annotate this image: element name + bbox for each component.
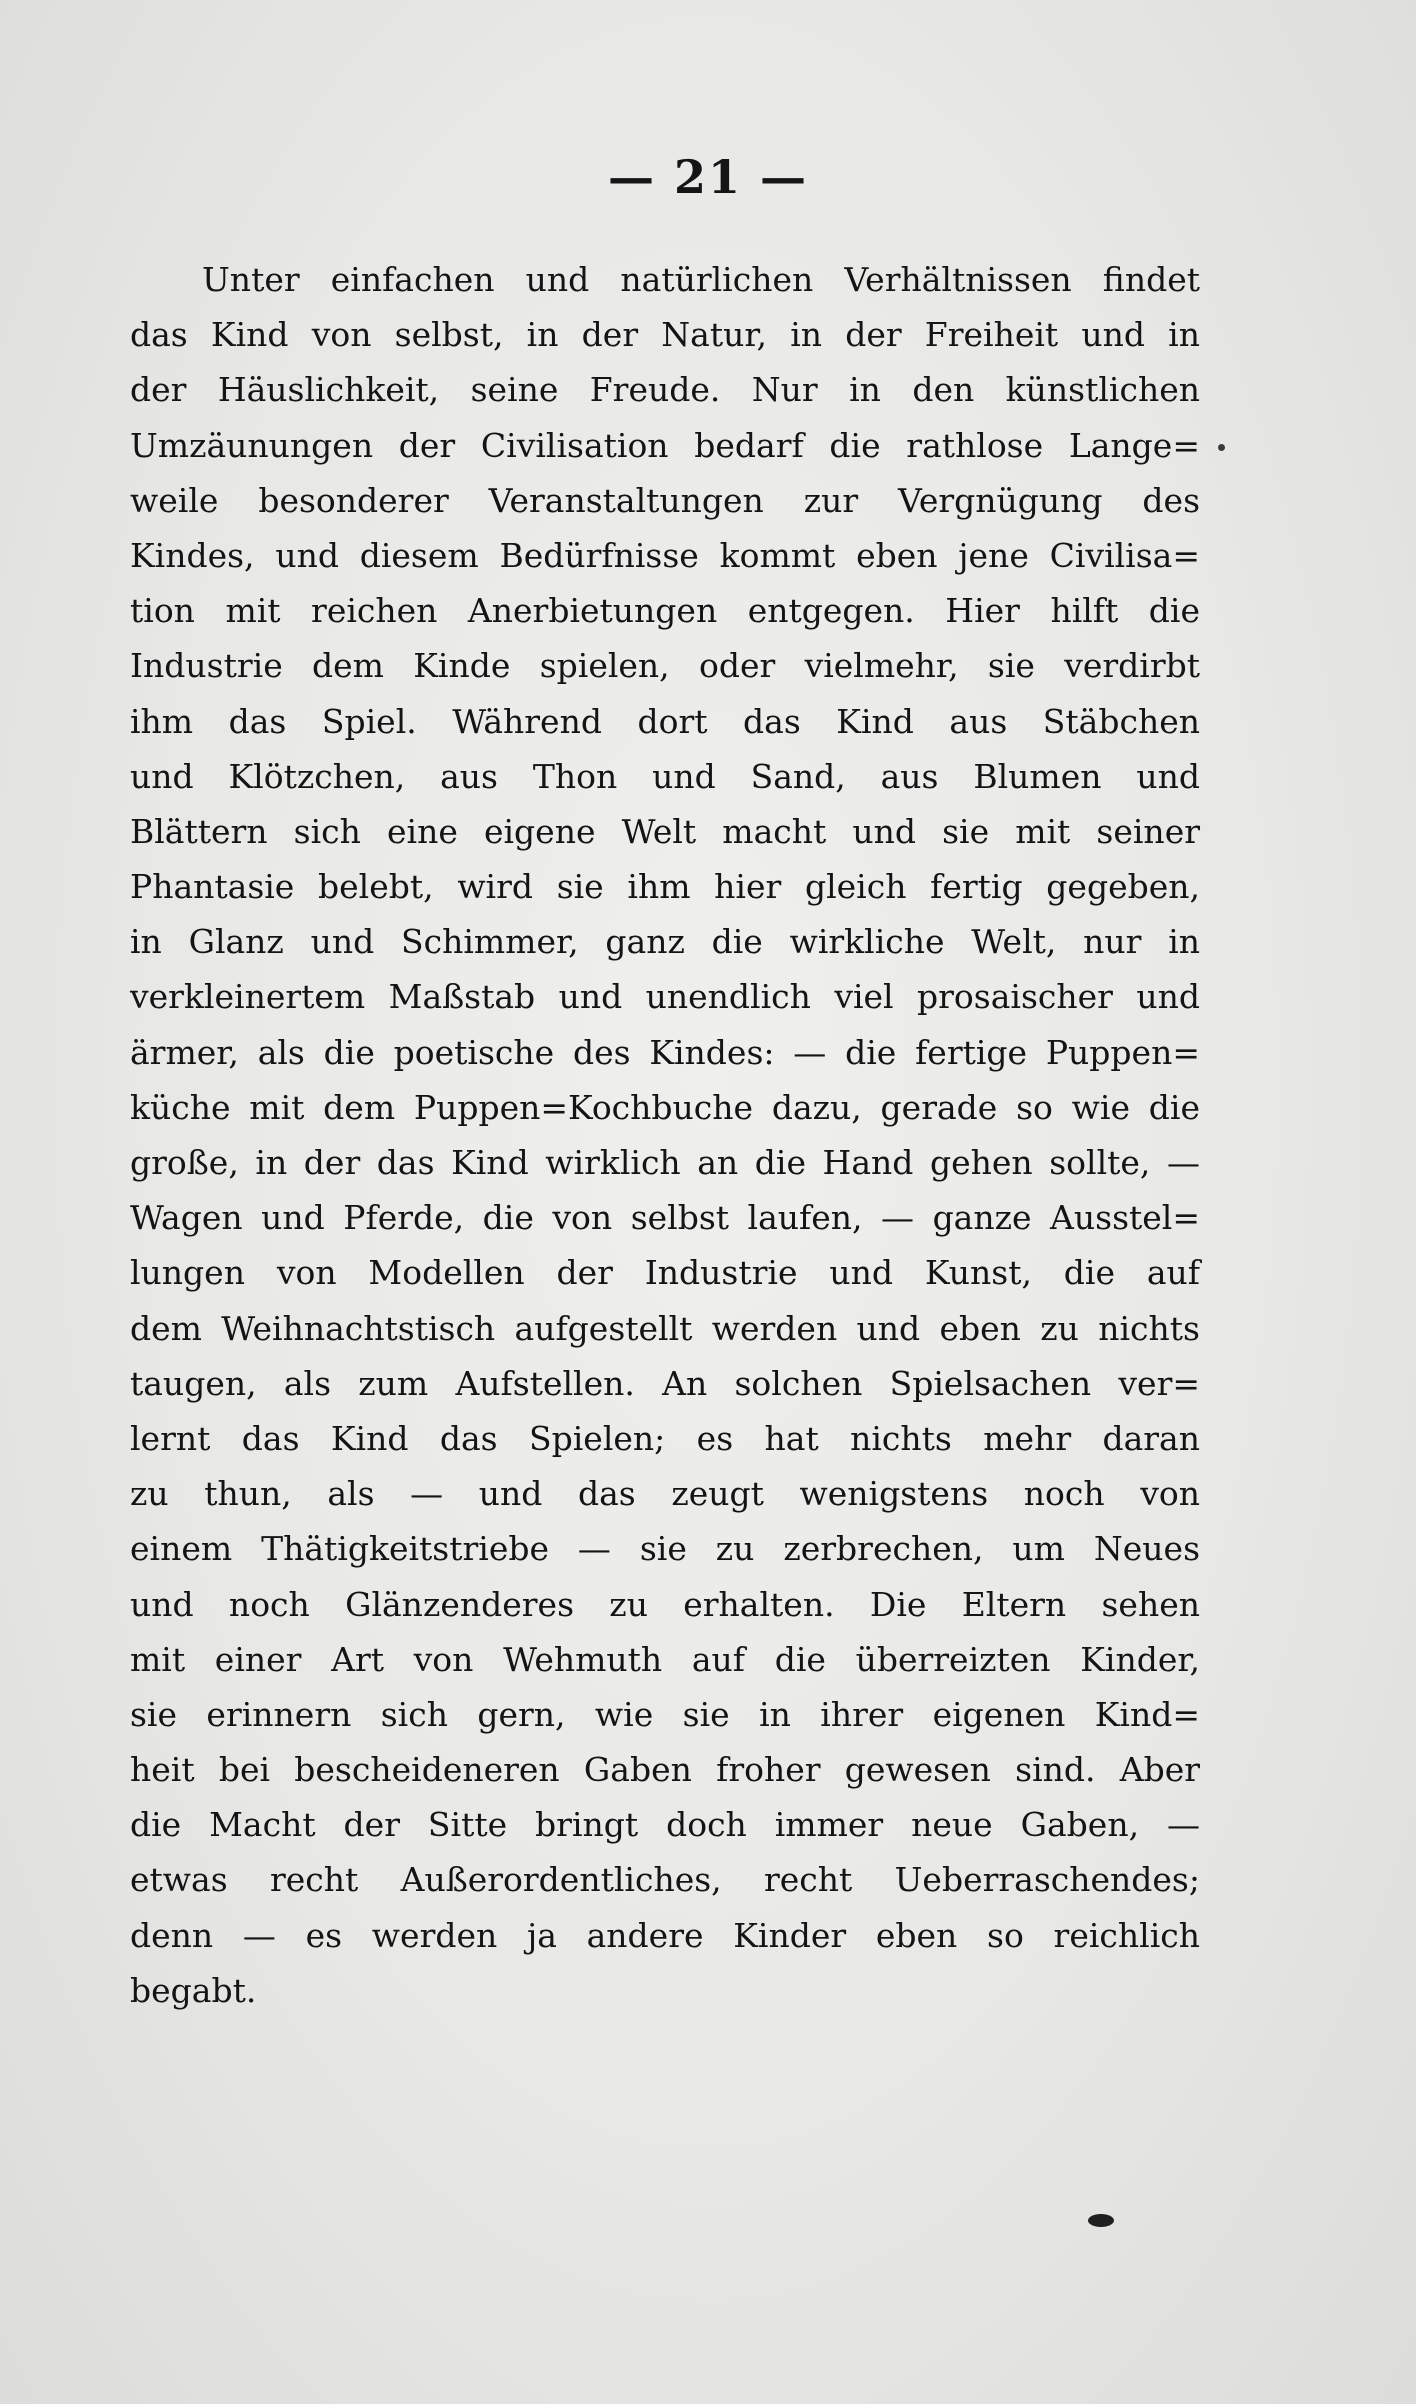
text-line: das Kind von selbst, in der Natur, in der Freiheit und in: [130, 315, 1200, 355]
text-line: zu thun, als — und das zeugt wenigstens noch von: [130, 1474, 1200, 1514]
text-line: ärmer, als die poetische des Kindes: — die fertige Puppen=: [130, 1032, 1200, 1072]
text-line: etwas recht Außerordentliches, recht Ueberraschendes;: [130, 1860, 1200, 1900]
text-line: der Häuslichkeit, seine Freude. Nur in den künstlichen: [130, 370, 1200, 410]
text-line: taugen, als zum Aufstellen. An solchen Spielsachen ver=: [130, 1363, 1200, 1403]
body-text: [130, 252, 1200, 2018]
text-line: und Klötzchen, aus Thon und Sand, aus Blumen und: [130, 756, 1200, 796]
text-line: lernt das Kind das Spielen; es hat nichts mehr daran: [130, 1418, 1200, 1458]
text-line: Unter einfachen und natürlichen Verhältnissen findet: [202, 260, 1200, 299]
text-line: ihm das Spiel. Während dort das Kind aus Stäbchen: [130, 701, 1200, 741]
ink-speck: [1218, 444, 1225, 451]
text-line: Kindes, und diesem Bedürfnisse kommt eben jene Civilisa=: [130, 535, 1200, 575]
text-line: Wagen und Pferde, die von selbst laufen, — ganze Ausstel=: [130, 1198, 1200, 1238]
text-line: Umzäunungen der Civilisation bedarf die rathlose Lange=: [130, 425, 1200, 465]
text-line: Phantasie belebt, wird sie ihm hier gleich fertig gegeben,: [130, 867, 1200, 907]
text-line: einem Thätigkeitstriebe — sie zu zerbrechen, um Neues: [130, 1529, 1200, 1569]
text-line: tion mit reichen Anerbietungen entgegen. Hier hilft die: [130, 591, 1200, 631]
text-line: begabt.: [130, 1970, 257, 2010]
text-line: lungen von Modellen der Industrie und Kunst, die auf: [130, 1253, 1200, 1293]
text-line: Industrie dem Kinde spielen, oder vielmehr, sie verdirbt: [130, 646, 1200, 686]
text-line: große, in der das Kind wirklich an die Hand gehen sollte, —: [130, 1143, 1200, 1182]
text-line: verkleinertem Maßstab und unendlich viel prosaischer und: [130, 977, 1200, 1017]
text-line: und noch Glänzenderes zu erhalten. Die Eltern sehen: [130, 1584, 1200, 1624]
text-line: dem Weihnachtstisch aufgestellt werden und eben zu nichts: [130, 1308, 1200, 1348]
text-line: Blättern sich eine eigene Welt macht und sie mit seiner: [130, 811, 1200, 851]
text-line: heit bei bescheideneren Gaben froher gewesen sind. Aber: [130, 1750, 1200, 1790]
text-line: sie erinnern sich gern, wie sie in ihrer eigenen Kind=: [130, 1694, 1200, 1734]
text-line: küche mit dem Puppen=Kochbuche dazu, gerade so wie die: [130, 1087, 1200, 1127]
text-line: denn — es werden ja andere Kinder eben so reichlich: [130, 1915, 1200, 1955]
page-number: — 21 —: [607, 150, 809, 204]
text-line: weile besonderer Veranstaltungen zur Vergnügung des: [130, 480, 1200, 520]
ink-speck: [1088, 2214, 1114, 2227]
text-line: mit einer Art von Wehmuth auf die überreizten Kinder,: [130, 1639, 1200, 1679]
text-line: die Macht der Sitte bringt doch immer neue Gaben, —: [130, 1805, 1200, 1845]
text-line: in Glanz und Schimmer, ganz die wirkliche Welt, nur in: [130, 922, 1200, 962]
